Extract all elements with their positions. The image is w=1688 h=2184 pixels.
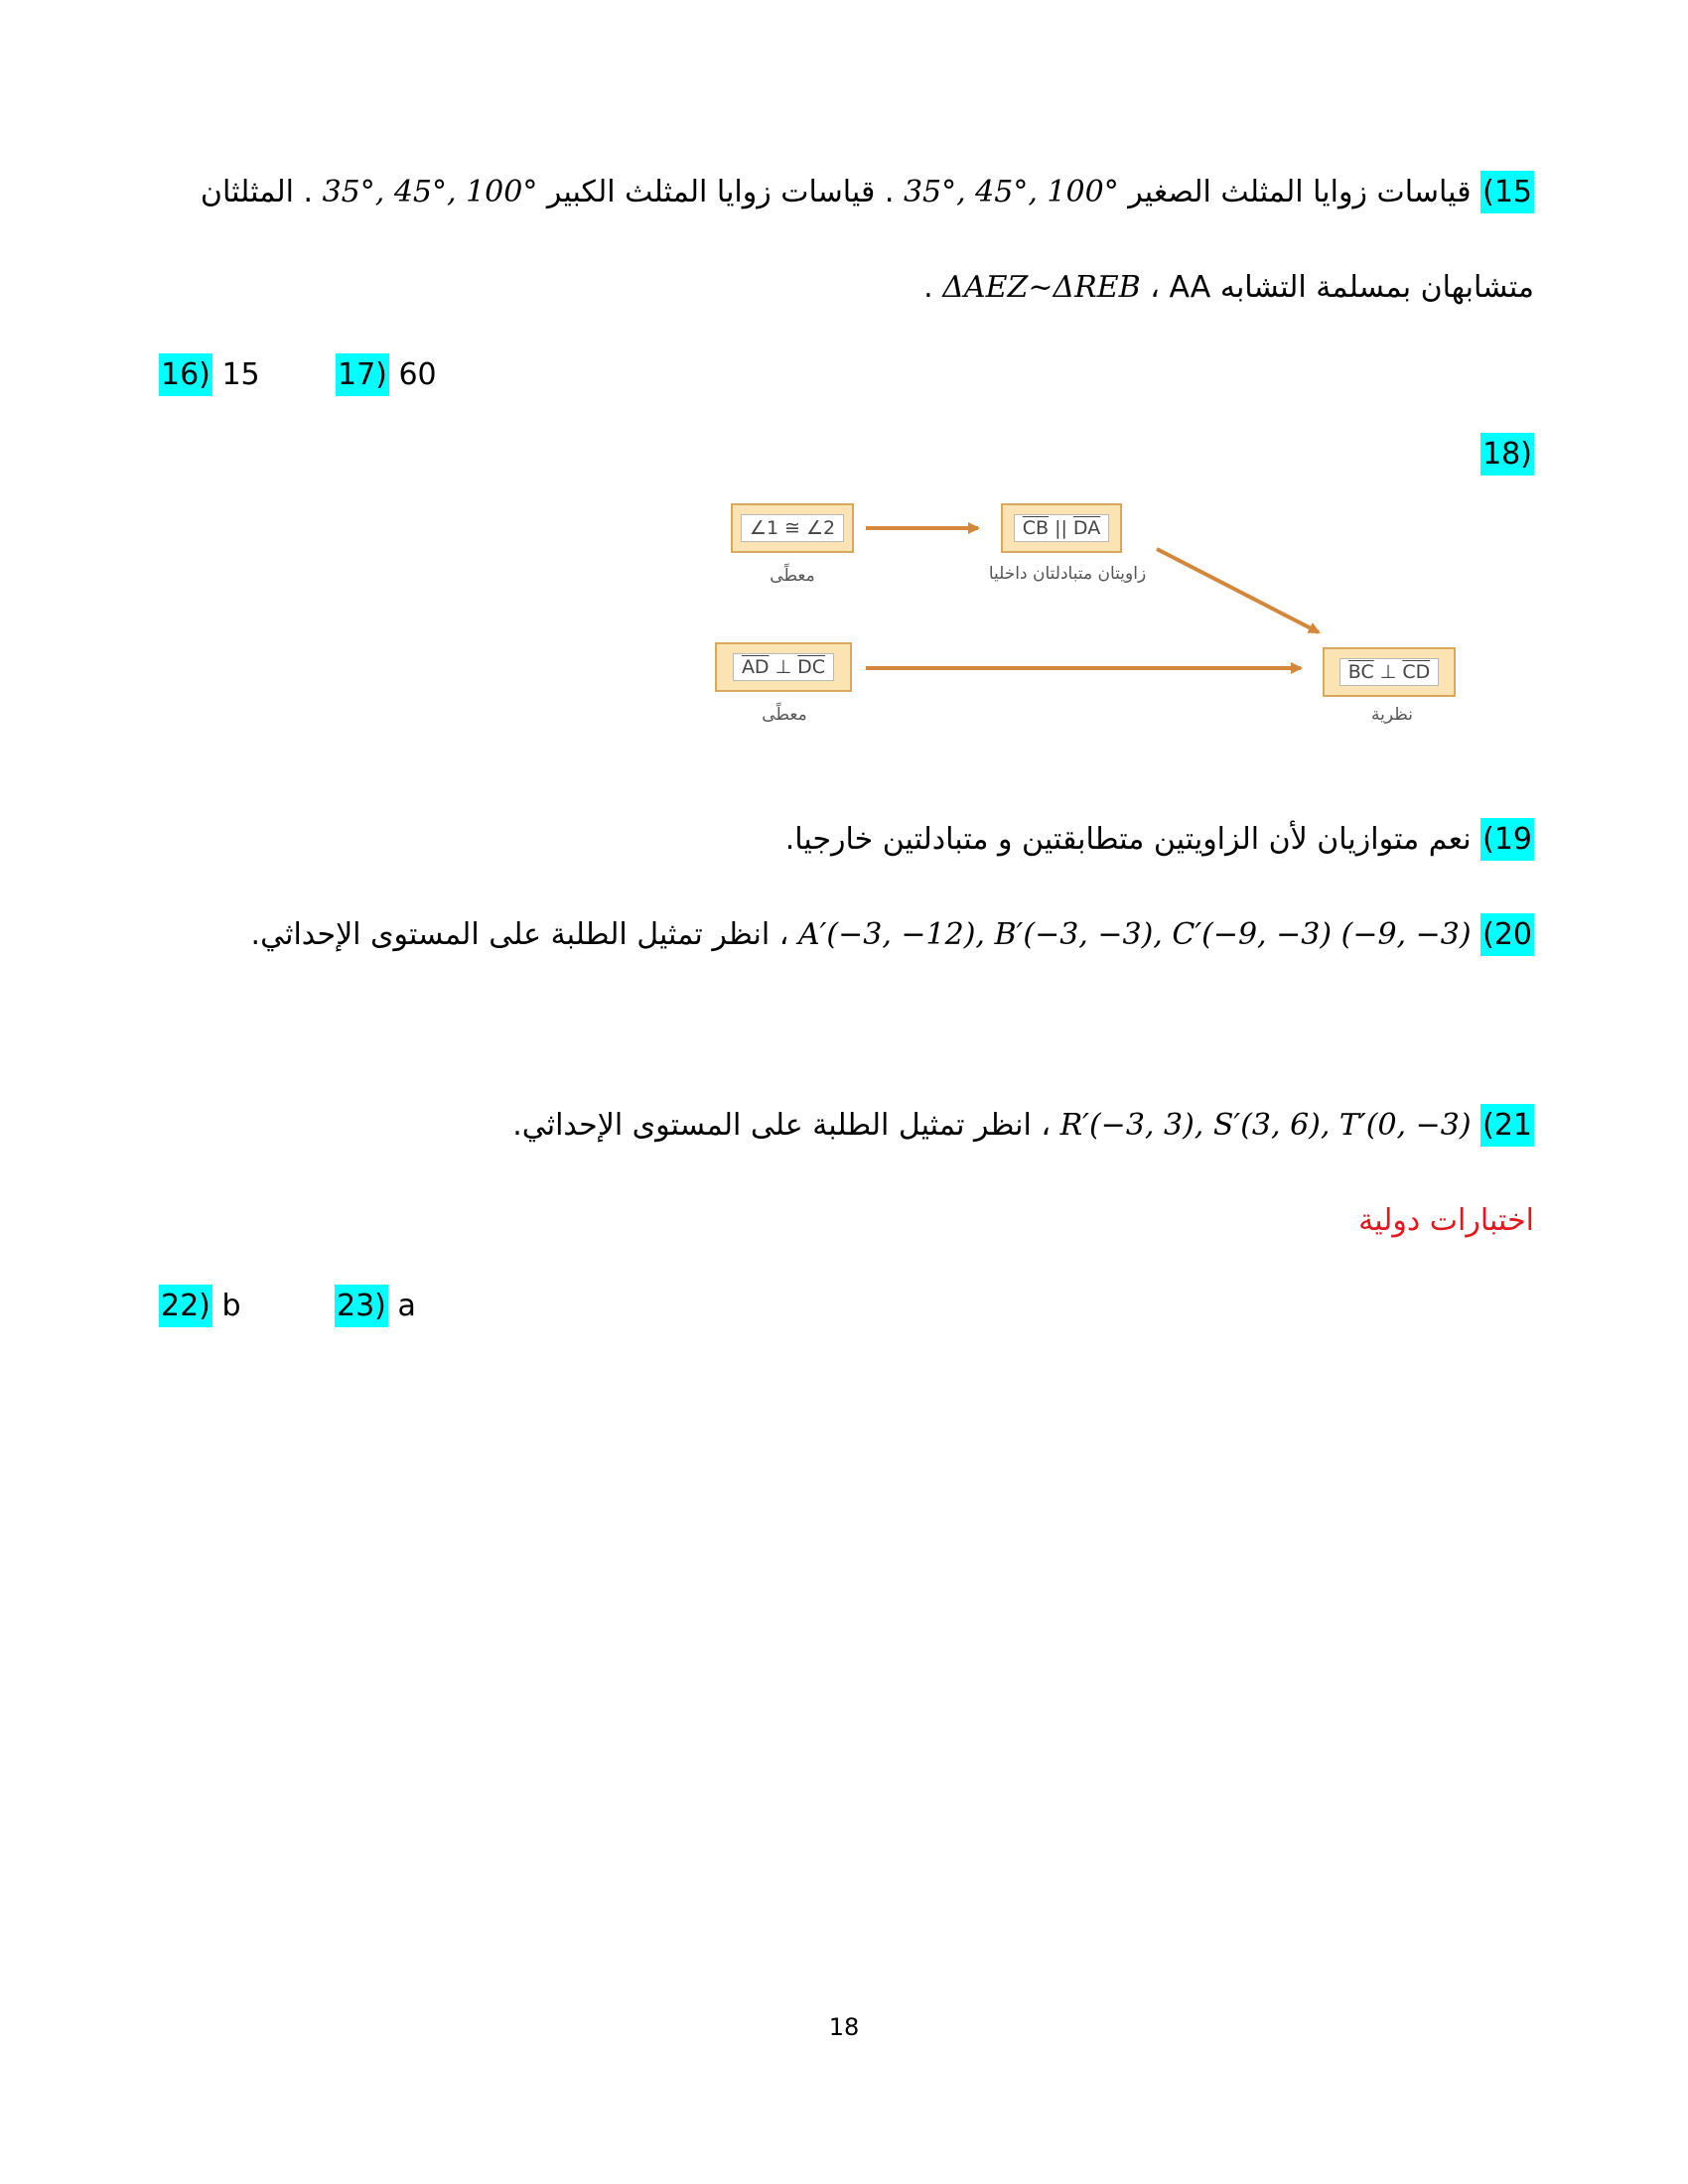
given1-op: ≅: [784, 517, 800, 539]
q18-number: (18: [1480, 433, 1534, 476]
conclusion-left: $\overline{BC}$: [1347, 661, 1374, 683]
q15-large-triangle-text: . قياسات زوايا المثلث الكبير: [546, 175, 895, 209]
step-right: $\overline{DA}$: [1072, 517, 1101, 539]
q15-line2-end: .: [923, 270, 933, 305]
given1-right: ∠2: [805, 517, 836, 539]
given2-box: [715, 642, 852, 692]
given2-right: $\overline{DC}$: [797, 656, 826, 678]
step-op: ||: [1055, 517, 1067, 539]
q23-answer: a: [397, 1289, 416, 1323]
q19: [785, 816, 1534, 864]
q15-similar-text: متشابهان بمسلمة التشابه AA ،: [1150, 270, 1534, 305]
given2-caption: معطًى: [762, 705, 807, 725]
given2-op: ⊥: [774, 656, 792, 678]
conclusion-op: ⊥: [1379, 661, 1397, 683]
step-caption: زاويتان متبادلتان داخليا: [988, 564, 1147, 584]
q15-small-triangle-text: قياسات زوايا المثلث الصغير: [1128, 175, 1472, 209]
conclusion-caption: نظرية: [1371, 705, 1413, 725]
section-title: اختبارات دولية: [1358, 1203, 1534, 1238]
q19-number: 19): [1480, 818, 1534, 861]
q20-prefix: (−9, −3): [1340, 917, 1472, 952]
q22-answer: b: [221, 1289, 241, 1323]
q15-large-angles: 35°, 45°, 100°: [322, 175, 538, 209]
q20-points: A′(−3, −12), B′(−3, −3), C′(−9, −3): [797, 917, 1333, 952]
given1-box: [731, 503, 854, 553]
q21: [512, 1102, 1534, 1150]
q15-small-angles: 35°, 45°, 100°: [903, 175, 1119, 209]
given1-left: ∠1: [749, 517, 779, 539]
q23-number: 23): [335, 1285, 388, 1327]
step-box: [1001, 503, 1122, 553]
q22-number: 22): [159, 1285, 212, 1327]
step-left: $\overline{CB}$: [1022, 517, 1050, 539]
q15-similarity: ΔAEZ~ΔREB: [942, 270, 1141, 305]
q17-answer: 60: [398, 357, 437, 392]
q15-line1-end: . المثلثان: [200, 175, 314, 209]
conclusion-box: [1323, 647, 1456, 697]
given2-left: $\overline{AD}$: [741, 656, 770, 678]
arrow-step-to-conclusion: [1157, 549, 1319, 632]
q18-flow-diagram: [0, 0, 1688, 754]
flow-arrows: [0, 0, 1688, 754]
q20-number: 20): [1480, 913, 1534, 956]
page-number: 18: [828, 2013, 860, 2041]
q16-answer: 15: [221, 357, 260, 392]
q15-number: 15): [1480, 171, 1534, 213]
q21-text: ، انظر تمثيل الطلبة على المستوى الإحداثي.: [512, 1108, 1052, 1143]
q21-number: 21): [1480, 1104, 1534, 1147]
q21-points: R′(−3, 3), S′(3, 6), T′(0, −3): [1059, 1108, 1472, 1143]
q17-number: 17): [336, 353, 389, 396]
q20: [251, 911, 1534, 959]
q22: [159, 1283, 240, 1330]
q19-text: نعم متوازيان لأن الزاويتين متطابقتين و متبادلتين خارجيا.: [784, 822, 1472, 857]
given1-caption: معطًى: [770, 566, 815, 586]
q16-number: 16): [159, 353, 212, 396]
q20-text: ، انظر تمثيل الطلبة على المستوى الإحداثي.: [250, 917, 789, 952]
q23: [335, 1283, 416, 1330]
conclusion-right: $\overline{CD}$: [1402, 661, 1431, 683]
